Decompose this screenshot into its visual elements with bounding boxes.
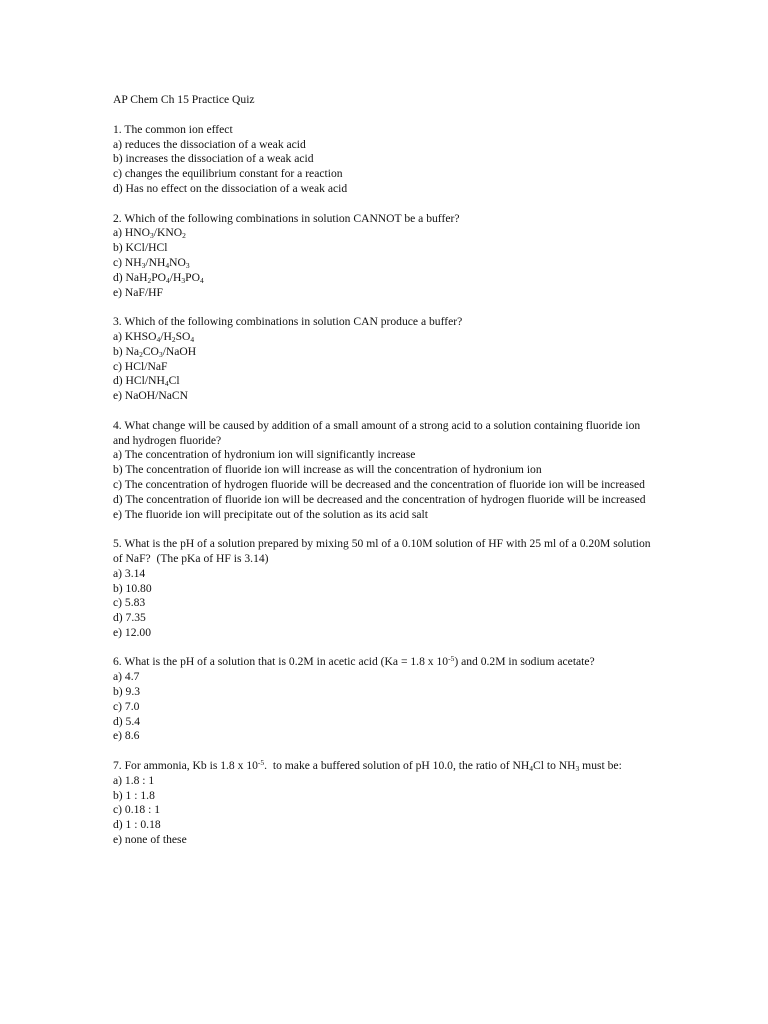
question-4 (113, 419, 658, 523)
answer-option: a) 1.8 : 1 (113, 773, 155, 787)
answer-option: d) $NaH_2PO_4/H_3PO_4$ (113, 270, 204, 285)
question-list (113, 123, 658, 848)
answer-option: b) KCl/HCl (113, 241, 168, 255)
question-2 (113, 212, 658, 301)
answer-option: c) $NH_3/NH_4NO_3$ (113, 255, 190, 270)
answer-option: b) $Na_2CO_3$/NaOH (113, 344, 197, 359)
question-7 (113, 759, 658, 848)
question-stem: 3. Which of the following combinations in solution CAN produce a buffer? (113, 315, 463, 329)
answer-option: e) The fluoride ion will precipitate out of the solution as its acid salt (113, 507, 428, 521)
question-1 (113, 123, 658, 197)
question-stem: 2. Which of the following combinations in solution CANNOT be a buffer? (113, 211, 460, 225)
question-stem: 5. What is the pH of a solution prepared by mixing 50 ml of a 0.10M solution of HF with 25 ml of a 0.20M solution of NaF? (The pKa of HF is 3.14) (113, 537, 651, 565)
answer-option: b) 1 : 1.8 (113, 788, 155, 802)
document-title: AP Chem Ch 15 Practice Quiz (113, 93, 255, 106)
answer-option: c) changes the equilibrium constant for a reaction (113, 167, 343, 181)
answer-option: c) 0.18 : 1 (113, 803, 161, 817)
document-page (113, 93, 658, 863)
answer-option: e) NaOH/NaCN (113, 389, 189, 403)
question-stem: 1. The common ion effect (113, 122, 233, 136)
answer-option: e) 8.6 (113, 729, 140, 743)
answer-option: c) 7.0 (113, 699, 140, 713)
answer-option: d) 5.4 (113, 714, 141, 728)
answer-option: c) The concentration of hydrogen fluoride will be decreased and the concentration of fluoride ion will be increased (113, 477, 645, 491)
answer-option: b) The concentration of fluoride ion will increase as will the concentration of hydronium ion (113, 463, 542, 477)
answer-option: a) $HNO_3/KNO_2$ (113, 226, 186, 241)
answer-option: a) 3.14 (113, 566, 146, 580)
answer-option: d) 1 : 0.18 (113, 818, 161, 832)
question-3 (113, 315, 658, 404)
answer-option: e) none of these (113, 833, 187, 847)
answer-option: a) $KHSO_4/H_2SO_4$ (113, 329, 195, 344)
question-stem: 6. What is the pH of a solution that is 0.2M in acetic acid (Ka = 1.8 x $10^{-5}$) and 0.2M in sodium acetate? (113, 654, 595, 669)
answer-option: c) HCl/NaF (113, 359, 168, 373)
answer-option: d) 7.35 (113, 611, 146, 625)
answer-option: e) 12.00 (113, 625, 151, 639)
answer-option: c) 5.83 (113, 596, 146, 610)
question-stem: 4. What change will be caused by addition of a small amount of a strong acid to a solution containing fluoride ion and hydrogen fluoride? (113, 418, 641, 447)
question-stem: 7. For ammonia, Kb is 1.8 x $10^{-5}$. to make a buffered solution of pH 10.0, the ratio of $NH_4Cl$ to $NH_3$ must be: (113, 758, 622, 774)
answer-option: b) increases the dissociation of a weak acid (113, 152, 314, 166)
answer-option: d) The concentration of fluoride ion will be decreased and the concentration of hydrogen fluoride will be increased (113, 492, 646, 506)
answer-option: a) reduces the dissociation of a weak acid (113, 137, 306, 151)
answer-option: b) 9.3 (113, 685, 141, 699)
answer-option: a) 4.7 (113, 670, 140, 684)
question-5 (113, 537, 658, 641)
answer-option: d) HCl/$NH_4Cl$ (113, 374, 180, 389)
answer-option: d) Has no effect on the dissociation of a weak acid (113, 181, 348, 195)
answer-option: b) 10.80 (113, 581, 152, 595)
question-6 (113, 655, 658, 744)
answer-option: e) NaF/HF (113, 285, 163, 299)
answer-option: a) The concentration of hydronium ion will significantly increase (113, 448, 416, 462)
